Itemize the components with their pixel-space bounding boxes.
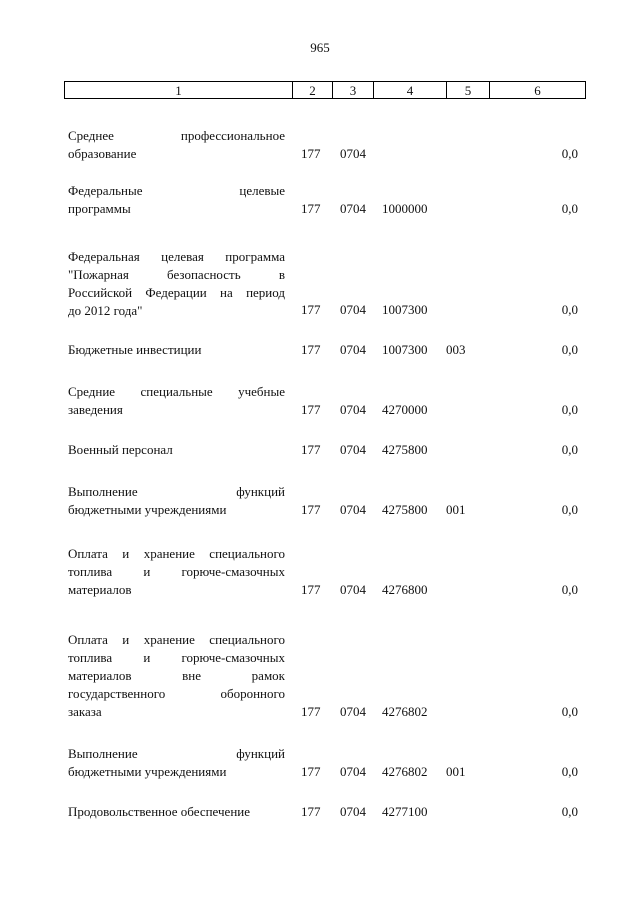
row-name-line: Выполнение функций [68, 484, 285, 499]
cell-col-3: 0704 [340, 402, 366, 417]
cell-col-5: 003 [446, 342, 466, 357]
row-name-line: Военный персонал [68, 442, 173, 457]
row-name-line: Выполнение функций [68, 746, 285, 761]
cell-col-4: 4275800 [382, 502, 428, 517]
cell-col-6: 0,0 [561, 201, 578, 216]
row-name-line: до 2012 года" [68, 303, 143, 318]
row-name-line: бюджетными учреждениями [68, 502, 227, 517]
cell-col-3: 0704 [340, 804, 366, 819]
cell-col-5: 001 [446, 502, 466, 517]
cell-col-6: 0,0 [561, 302, 578, 317]
row-name [68, 383, 285, 419]
header-col-5: 5 [446, 81, 489, 99]
row-name [68, 745, 285, 781]
table-header [64, 81, 586, 99]
cell-col-2: 177 [301, 201, 321, 216]
row-name [68, 127, 285, 163]
cell-col-6: 0,0 [561, 502, 578, 517]
row-name-line: материалов [68, 582, 132, 597]
cell-col-2: 177 [301, 502, 321, 517]
cell-col-4: 1000000 [382, 201, 428, 216]
row-name [68, 441, 285, 459]
cell-col-2: 177 [301, 764, 321, 779]
cell-col-2: 177 [301, 804, 321, 819]
cell-col-3: 0704 [340, 146, 366, 161]
header-col-2: 2 [292, 81, 332, 99]
cell-col-4: 4270000 [382, 402, 428, 417]
row-name-line: программы [68, 201, 131, 216]
row-name-line: Оплата и хранение специального [68, 632, 285, 647]
cell-col-3: 0704 [340, 442, 366, 457]
header-col-4: 4 [373, 81, 446, 99]
cell-col-6: 0,0 [561, 704, 578, 719]
row-name-line: образование [68, 146, 137, 161]
cell-col-3: 0704 [340, 582, 366, 597]
cell-col-6: 0,0 [561, 582, 578, 597]
cell-col-2: 177 [301, 146, 321, 161]
cell-col-2: 177 [301, 402, 321, 417]
cell-col-3: 0704 [340, 342, 366, 357]
cell-col-6: 0,0 [561, 402, 578, 417]
cell-col-5: 001 [446, 764, 466, 779]
row-name [68, 483, 285, 519]
row-name-line: топлива и горюче-смазочных [68, 564, 285, 579]
row-name-line: заведения [68, 402, 123, 417]
row-name [68, 631, 285, 721]
row-name-line: материалов вне рамок [68, 668, 285, 683]
page-number: 965 [310, 40, 330, 55]
cell-col-2: 177 [301, 442, 321, 457]
row-name [68, 182, 285, 218]
row-name-line: Оплата и хранение специального [68, 546, 285, 561]
cell-col-6: 0,0 [561, 804, 578, 819]
cell-col-6: 0,0 [561, 146, 578, 161]
cell-col-2: 177 [301, 704, 321, 719]
cell-col-4: 1007300 [382, 302, 428, 317]
row-name [68, 341, 285, 359]
row-name-line: бюджетными учреждениями [68, 764, 227, 779]
row-name [68, 545, 285, 599]
cell-col-6: 0,0 [561, 442, 578, 457]
cell-col-3: 0704 [340, 704, 366, 719]
row-name [68, 248, 285, 320]
cell-col-4: 4276802 [382, 764, 428, 779]
row-name-line: Бюджетные инвестиции [68, 342, 202, 357]
cell-col-3: 0704 [340, 302, 366, 317]
cell-col-4: 4277100 [382, 804, 428, 819]
row-name-line: заказа [68, 704, 102, 719]
row-name-line: "Пожарная безопасность в [68, 267, 285, 282]
row-name-line: Продовольственное обеспечение [68, 804, 250, 819]
cell-col-4: 4275800 [382, 442, 428, 457]
cell-col-3: 0704 [340, 764, 366, 779]
header-col-6: 6 [489, 81, 586, 99]
row-name-line: Среднее профессиональное [68, 128, 285, 143]
row-name-line: государственного оборонного [68, 686, 285, 701]
header-col-1: 1 [64, 81, 292, 99]
cell-col-3: 0704 [340, 201, 366, 216]
cell-col-3: 0704 [340, 502, 366, 517]
row-name-line: Федеральная целевая программа [68, 249, 285, 264]
cell-col-2: 177 [301, 342, 321, 357]
row-name-line: Средние специальные учебные [68, 384, 285, 399]
row-name-line: топлива и горюче-смазочных [68, 650, 285, 665]
cell-col-4: 4276802 [382, 704, 428, 719]
cell-col-4: 1007300 [382, 342, 428, 357]
row-name-line: Федеральные целевые [68, 183, 285, 198]
cell-col-2: 177 [301, 302, 321, 317]
row-name-line: Российской Федерации на период [68, 285, 285, 300]
cell-col-6: 0,0 [561, 342, 578, 357]
row-name [68, 803, 285, 821]
cell-col-6: 0,0 [561, 764, 578, 779]
cell-col-4: 4276800 [382, 582, 428, 597]
header-col-3: 3 [332, 81, 373, 99]
cell-col-2: 177 [301, 582, 321, 597]
